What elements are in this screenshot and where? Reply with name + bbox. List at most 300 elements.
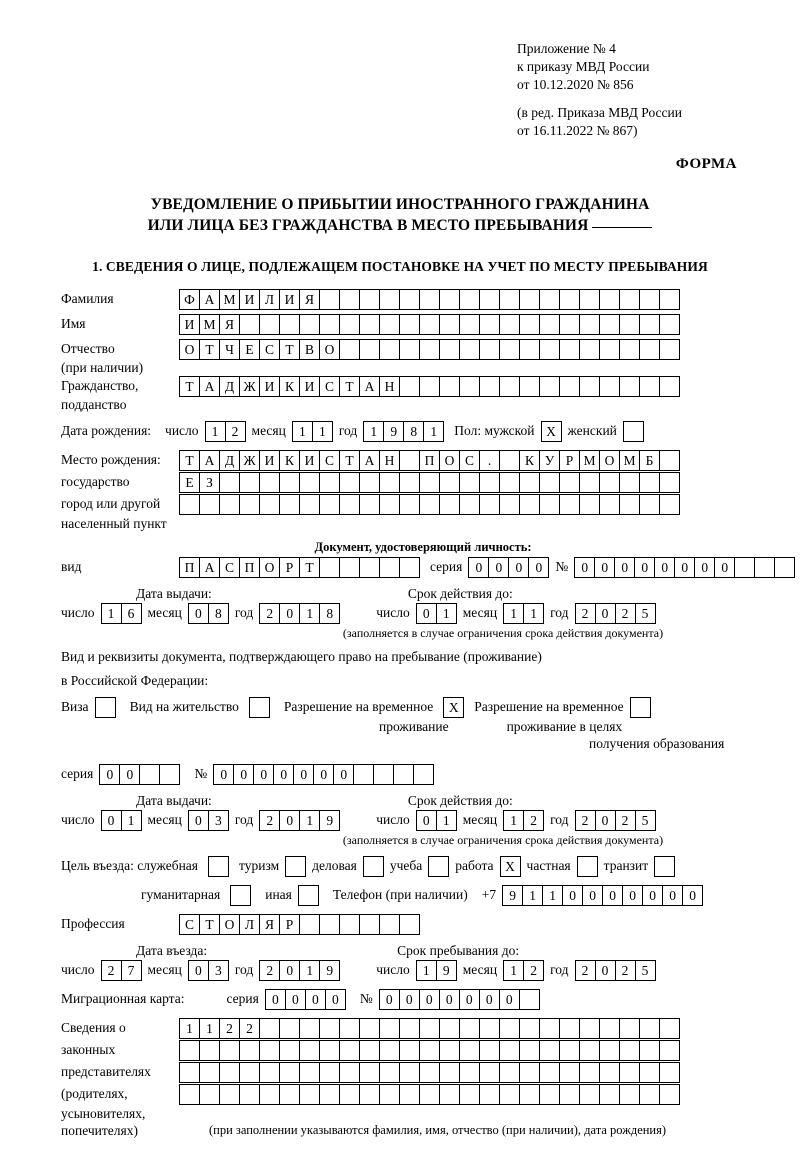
cell[interactable]: 1 xyxy=(522,885,543,906)
birthplace-input-line-2[interactable] xyxy=(179,472,680,493)
cell[interactable] xyxy=(459,1084,480,1105)
cell[interactable]: 0 xyxy=(416,810,437,831)
cell[interactable] xyxy=(579,1018,600,1039)
cell[interactable] xyxy=(559,314,580,335)
cell[interactable] xyxy=(499,1062,520,1083)
cell[interactable] xyxy=(179,1040,200,1061)
cell[interactable]: 0 xyxy=(279,603,300,624)
cell[interactable]: А xyxy=(199,557,220,578)
cell[interactable] xyxy=(399,450,420,471)
cell[interactable]: 1 xyxy=(101,603,122,624)
cell[interactable]: 1 xyxy=(503,960,524,981)
cell[interactable] xyxy=(579,376,600,397)
cell[interactable] xyxy=(519,472,540,493)
cell[interactable]: К xyxy=(279,376,300,397)
cell[interactable]: 0 xyxy=(714,557,735,578)
cell[interactable]: О xyxy=(259,557,280,578)
cell[interactable]: 0 xyxy=(574,557,595,578)
stay-issue-year-input[interactable] xyxy=(259,810,340,831)
cell[interactable]: 0 xyxy=(499,989,520,1010)
cell[interactable] xyxy=(259,1084,280,1105)
cell[interactable]: О xyxy=(179,339,200,360)
cell[interactable]: 2 xyxy=(219,1018,240,1039)
cell[interactable] xyxy=(559,1084,580,1105)
stay-number-input[interactable] xyxy=(213,764,434,785)
cell[interactable]: Т xyxy=(179,376,200,397)
cell[interactable]: Ж xyxy=(239,376,260,397)
entry-month-input[interactable] xyxy=(188,960,229,981)
cell[interactable] xyxy=(379,472,400,493)
cell[interactable] xyxy=(353,764,374,785)
cell[interactable]: 0 xyxy=(416,603,437,624)
cell[interactable] xyxy=(439,339,460,360)
cell[interactable] xyxy=(539,1040,560,1061)
cell[interactable]: 1 xyxy=(416,960,437,981)
cell[interactable] xyxy=(239,314,260,335)
cell[interactable] xyxy=(579,1062,600,1083)
cell[interactable] xyxy=(519,376,540,397)
cell[interactable] xyxy=(399,472,420,493)
cell[interactable]: 0 xyxy=(622,885,643,906)
cell[interactable] xyxy=(499,339,520,360)
purpose-transit-checkbox[interactable] xyxy=(654,856,675,877)
cell[interactable]: 0 xyxy=(279,810,300,831)
entry-year-input[interactable] xyxy=(259,960,340,981)
cell[interactable] xyxy=(659,472,680,493)
cell[interactable]: Т xyxy=(199,339,220,360)
sex-female-checkbox[interactable] xyxy=(623,421,644,442)
cell[interactable]: А xyxy=(359,450,380,471)
cell[interactable]: 0 xyxy=(654,557,675,578)
cell[interactable] xyxy=(319,1062,340,1083)
cell[interactable]: 0 xyxy=(582,885,603,906)
citizenship-input[interactable] xyxy=(179,376,680,397)
phone-input[interactable] xyxy=(502,885,703,906)
stay-valid-month-input[interactable] xyxy=(503,810,544,831)
cell[interactable] xyxy=(249,697,270,718)
cell[interactable] xyxy=(479,472,500,493)
purpose-private-checkbox[interactable] xyxy=(577,856,598,877)
cell[interactable] xyxy=(319,494,340,515)
cell[interactable] xyxy=(577,856,598,877)
cell[interactable]: 1 xyxy=(503,810,524,831)
cell[interactable] xyxy=(339,494,360,515)
cell[interactable] xyxy=(459,314,480,335)
cell[interactable] xyxy=(579,339,600,360)
cell[interactable] xyxy=(299,494,320,515)
cell[interactable] xyxy=(339,1018,360,1039)
cell[interactable] xyxy=(379,494,400,515)
cell[interactable] xyxy=(619,1018,640,1039)
cell[interactable] xyxy=(179,1084,200,1105)
valid-day-input[interactable] xyxy=(416,603,457,624)
cell[interactable] xyxy=(734,557,755,578)
cell[interactable] xyxy=(319,1040,340,1061)
cell[interactable]: А xyxy=(359,376,380,397)
cell[interactable]: 0 xyxy=(479,989,500,1010)
cell[interactable] xyxy=(479,1084,500,1105)
cell[interactable]: Л xyxy=(259,289,280,310)
cell[interactable]: 2 xyxy=(615,810,636,831)
cell[interactable] xyxy=(519,1018,540,1039)
cell[interactable] xyxy=(659,494,680,515)
cell[interactable] xyxy=(499,289,520,310)
cell[interactable] xyxy=(539,1062,560,1083)
cell[interactable]: 0 xyxy=(682,885,703,906)
cell[interactable] xyxy=(459,1040,480,1061)
cell[interactable]: 1 xyxy=(312,421,333,442)
cell[interactable] xyxy=(499,1084,520,1105)
cell[interactable] xyxy=(379,1084,400,1105)
cell[interactable]: 0 xyxy=(273,764,294,785)
cell[interactable] xyxy=(239,1062,260,1083)
cell[interactable]: 0 xyxy=(285,989,306,1010)
cell[interactable]: Т xyxy=(339,376,360,397)
cell[interactable] xyxy=(754,557,775,578)
cell[interactable] xyxy=(279,1018,300,1039)
cell[interactable] xyxy=(439,472,460,493)
cell[interactable] xyxy=(379,914,400,935)
cell[interactable] xyxy=(419,1018,440,1039)
cell[interactable] xyxy=(359,914,380,935)
cell[interactable] xyxy=(179,494,200,515)
cell[interactable] xyxy=(319,1084,340,1105)
cell[interactable] xyxy=(479,376,500,397)
cell[interactable]: 5 xyxy=(635,603,656,624)
cell[interactable]: П xyxy=(179,557,200,578)
cell[interactable]: 0 xyxy=(213,764,234,785)
cell[interactable] xyxy=(559,289,580,310)
cell[interactable] xyxy=(579,314,600,335)
cell[interactable] xyxy=(399,914,420,935)
name-input[interactable] xyxy=(179,314,680,335)
purpose-study-checkbox[interactable] xyxy=(428,856,449,877)
cell[interactable]: 9 xyxy=(319,960,340,981)
stay-valid-year-input[interactable] xyxy=(575,810,656,831)
cell[interactable]: Т xyxy=(339,450,360,471)
cell[interactable] xyxy=(639,376,660,397)
cell[interactable] xyxy=(379,557,400,578)
cell[interactable] xyxy=(479,1018,500,1039)
cell[interactable] xyxy=(459,494,480,515)
cell[interactable]: 2 xyxy=(259,960,280,981)
cell[interactable]: Р xyxy=(279,914,300,935)
cell[interactable] xyxy=(499,376,520,397)
cell[interactable] xyxy=(619,494,640,515)
cell[interactable]: Ф xyxy=(179,289,200,310)
cell[interactable] xyxy=(399,494,420,515)
cell[interactable] xyxy=(599,494,620,515)
cell[interactable] xyxy=(439,1084,460,1105)
cell[interactable] xyxy=(639,494,660,515)
cell[interactable] xyxy=(339,339,360,360)
cell[interactable] xyxy=(299,914,320,935)
cell[interactable] xyxy=(279,314,300,335)
cell[interactable]: И xyxy=(259,376,280,397)
cell[interactable]: Ж xyxy=(239,450,260,471)
cell[interactable] xyxy=(139,764,160,785)
cell[interactable]: 0 xyxy=(595,960,616,981)
cell[interactable] xyxy=(95,697,116,718)
cell[interactable] xyxy=(519,289,540,310)
cell[interactable] xyxy=(208,856,229,877)
doc-series-input[interactable] xyxy=(468,557,549,578)
cell[interactable]: П xyxy=(419,450,440,471)
cell[interactable]: И xyxy=(299,450,320,471)
stay-valid-day-input[interactable] xyxy=(416,810,457,831)
cell[interactable] xyxy=(339,1062,360,1083)
valid-month-input[interactable] xyxy=(503,603,544,624)
cell[interactable] xyxy=(319,914,340,935)
cell[interactable] xyxy=(519,339,540,360)
education-residence-checkbox[interactable] xyxy=(630,697,651,718)
cell[interactable] xyxy=(259,1018,280,1039)
cell[interactable] xyxy=(519,314,540,335)
cell[interactable] xyxy=(339,1084,360,1105)
cell[interactable] xyxy=(299,1040,320,1061)
cell[interactable]: X xyxy=(541,421,562,442)
cell[interactable] xyxy=(439,1040,460,1061)
cell[interactable]: 0 xyxy=(634,557,655,578)
cell[interactable]: З xyxy=(199,472,220,493)
cell[interactable]: 0 xyxy=(468,557,489,578)
cell[interactable] xyxy=(439,1018,460,1039)
cell[interactable]: Б xyxy=(639,450,660,471)
cell[interactable] xyxy=(639,289,660,310)
cell[interactable] xyxy=(774,557,795,578)
cell[interactable]: 0 xyxy=(459,989,480,1010)
cell[interactable] xyxy=(379,289,400,310)
cell[interactable] xyxy=(599,1084,620,1105)
birth-year-input[interactable] xyxy=(363,421,444,442)
cell[interactable]: Е xyxy=(179,472,200,493)
cell[interactable]: 1 xyxy=(423,421,444,442)
cell[interactable] xyxy=(399,339,420,360)
cell[interactable] xyxy=(639,1062,660,1083)
cell[interactable]: 2 xyxy=(523,810,544,831)
cell[interactable]: 0 xyxy=(614,557,635,578)
cell[interactable] xyxy=(359,557,380,578)
cell[interactable]: 1 xyxy=(205,421,226,442)
cell[interactable] xyxy=(659,339,680,360)
cell[interactable] xyxy=(419,339,440,360)
cell[interactable] xyxy=(619,376,640,397)
surname-input[interactable] xyxy=(179,289,680,310)
cell[interactable] xyxy=(399,1084,420,1105)
cell[interactable]: А xyxy=(199,289,220,310)
cell[interactable] xyxy=(339,314,360,335)
migration-series-input[interactable] xyxy=(265,989,346,1010)
cell[interactable]: Я xyxy=(219,314,240,335)
cell[interactable]: 0 xyxy=(305,989,326,1010)
cell[interactable] xyxy=(199,494,220,515)
cell[interactable] xyxy=(539,1018,560,1039)
cell[interactable] xyxy=(519,1062,540,1083)
issue-year-input[interactable] xyxy=(259,603,340,624)
cell[interactable] xyxy=(599,1062,620,1083)
patronymic-input[interactable] xyxy=(179,339,680,360)
cell[interactable] xyxy=(259,494,280,515)
cell[interactable] xyxy=(479,1040,500,1061)
cell[interactable]: 3 xyxy=(208,960,229,981)
cell[interactable]: X xyxy=(443,697,464,718)
cell[interactable]: 0 xyxy=(594,557,615,578)
cell[interactable]: С xyxy=(319,450,340,471)
cell[interactable] xyxy=(359,289,380,310)
cell[interactable]: С xyxy=(319,376,340,397)
cell[interactable] xyxy=(559,472,580,493)
birthplace-input-line-1[interactable] xyxy=(179,450,680,471)
cell[interactable]: 0 xyxy=(265,989,286,1010)
cell[interactable] xyxy=(419,314,440,335)
cell[interactable]: 0 xyxy=(99,764,120,785)
cell[interactable]: 0 xyxy=(188,960,209,981)
cell[interactable]: 1 xyxy=(436,810,457,831)
cell[interactable] xyxy=(399,1062,420,1083)
cell[interactable] xyxy=(639,1084,660,1105)
cell[interactable] xyxy=(639,472,660,493)
cell[interactable] xyxy=(298,885,319,906)
cell[interactable] xyxy=(419,1062,440,1083)
cell[interactable]: X xyxy=(500,856,521,877)
cell[interactable]: 0 xyxy=(488,557,509,578)
cell[interactable] xyxy=(659,376,680,397)
cell[interactable]: М xyxy=(619,450,640,471)
cell[interactable]: 0 xyxy=(595,810,616,831)
cell[interactable] xyxy=(279,494,300,515)
cell[interactable]: 1 xyxy=(436,603,457,624)
cell[interactable] xyxy=(499,472,520,493)
cell[interactable]: 0 xyxy=(674,557,695,578)
cell[interactable]: 8 xyxy=(403,421,424,442)
cell[interactable] xyxy=(239,494,260,515)
cell[interactable]: 2 xyxy=(259,810,280,831)
cell[interactable] xyxy=(639,339,660,360)
cell[interactable]: 0 xyxy=(188,810,209,831)
cell[interactable]: 1 xyxy=(299,810,320,831)
legal-rep-input-line-4[interactable] xyxy=(179,1084,680,1105)
cell[interactable] xyxy=(659,450,680,471)
cell[interactable] xyxy=(459,1018,480,1039)
cell[interactable] xyxy=(419,494,440,515)
cell[interactable]: 7 xyxy=(121,960,142,981)
cell[interactable] xyxy=(339,289,360,310)
issue-month-input[interactable] xyxy=(188,603,229,624)
cell[interactable]: С xyxy=(259,339,280,360)
cell[interactable] xyxy=(659,1084,680,1105)
cell[interactable] xyxy=(639,314,660,335)
cell[interactable] xyxy=(419,1084,440,1105)
stay-series-input[interactable] xyxy=(99,764,180,785)
cell[interactable] xyxy=(279,1062,300,1083)
cell[interactable] xyxy=(239,472,260,493)
cell[interactable] xyxy=(199,1062,220,1083)
cell[interactable]: 2 xyxy=(523,960,544,981)
profession-input[interactable] xyxy=(179,914,420,935)
cell[interactable] xyxy=(659,314,680,335)
cell[interactable] xyxy=(339,472,360,493)
cell[interactable] xyxy=(619,1040,640,1061)
cell[interactable]: 0 xyxy=(325,989,346,1010)
cell[interactable]: 1 xyxy=(292,421,313,442)
cell[interactable]: О xyxy=(219,914,240,935)
residence-permit-checkbox[interactable] xyxy=(249,697,270,718)
cell[interactable] xyxy=(339,1040,360,1061)
birthplace-input-line-3[interactable] xyxy=(179,494,680,515)
cell[interactable]: 0 xyxy=(253,764,274,785)
cell[interactable] xyxy=(639,1040,660,1061)
cell[interactable] xyxy=(279,1040,300,1061)
cell[interactable]: . xyxy=(479,450,500,471)
cell[interactable]: 1 xyxy=(363,421,384,442)
cell[interactable] xyxy=(439,376,460,397)
cell[interactable] xyxy=(419,289,440,310)
cell[interactable]: 0 xyxy=(233,764,254,785)
stay-issue-day-input[interactable] xyxy=(101,810,142,831)
cell[interactable] xyxy=(419,1040,440,1061)
cell[interactable]: 9 xyxy=(502,885,523,906)
migration-number-input[interactable] xyxy=(379,989,540,1010)
cell[interactable] xyxy=(539,494,560,515)
cell[interactable] xyxy=(299,314,320,335)
cell[interactable] xyxy=(379,1062,400,1083)
cell[interactable]: О xyxy=(439,450,460,471)
cell[interactable]: С xyxy=(179,914,200,935)
cell[interactable] xyxy=(619,314,640,335)
cell[interactable]: П xyxy=(239,557,260,578)
cell[interactable] xyxy=(399,289,420,310)
cell[interactable]: Р xyxy=(279,557,300,578)
cell[interactable]: 0 xyxy=(333,764,354,785)
cell[interactable] xyxy=(319,557,340,578)
cell[interactable]: И xyxy=(179,314,200,335)
cell[interactable]: 0 xyxy=(399,989,420,1010)
cell[interactable] xyxy=(399,1018,420,1039)
cell[interactable] xyxy=(579,472,600,493)
cell[interactable] xyxy=(219,494,240,515)
cell[interactable] xyxy=(599,314,620,335)
cell[interactable] xyxy=(379,1040,400,1061)
cell[interactable] xyxy=(279,472,300,493)
cell[interactable]: 1 xyxy=(542,885,563,906)
cell[interactable] xyxy=(659,289,680,310)
cell[interactable]: О xyxy=(599,450,620,471)
cell[interactable] xyxy=(654,856,675,877)
cell[interactable] xyxy=(413,764,434,785)
cell[interactable] xyxy=(285,856,306,877)
cell[interactable] xyxy=(319,314,340,335)
cell[interactable] xyxy=(339,557,360,578)
cell[interactable] xyxy=(459,376,480,397)
cell[interactable]: М xyxy=(579,450,600,471)
cell[interactable] xyxy=(219,472,240,493)
cell[interactable] xyxy=(199,1084,220,1105)
cell[interactable] xyxy=(379,314,400,335)
cell[interactable]: 0 xyxy=(419,989,440,1010)
cell[interactable] xyxy=(579,494,600,515)
cell[interactable] xyxy=(539,289,560,310)
cell[interactable] xyxy=(359,1018,380,1039)
cell[interactable] xyxy=(459,289,480,310)
cell[interactable]: И xyxy=(239,289,260,310)
cell[interactable] xyxy=(373,764,394,785)
cell[interactable]: 2 xyxy=(259,603,280,624)
cell[interactable] xyxy=(479,289,500,310)
stay-until-month-input[interactable] xyxy=(503,960,544,981)
cell[interactable] xyxy=(419,472,440,493)
cell[interactable] xyxy=(499,450,520,471)
cell[interactable] xyxy=(359,1062,380,1083)
